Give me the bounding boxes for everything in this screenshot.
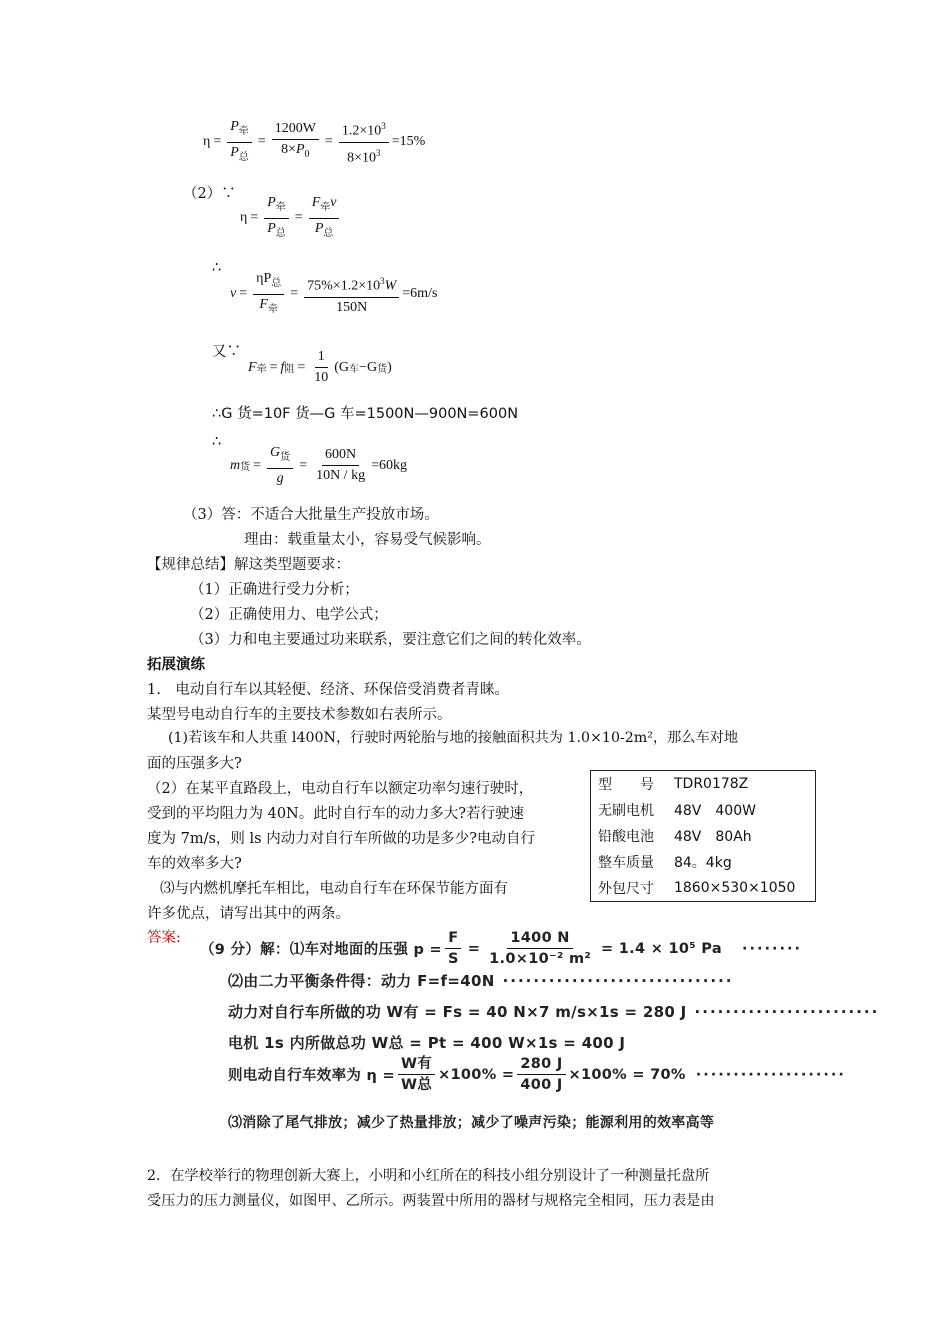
q2-line2: 受压力的压力测量仪，如图甲、乙所示。两装置中所用的器材与规格完全相同，压力表是由 (147, 1193, 715, 1209)
fraction-numeric: $\frac{1.2\times 10^3}{8\times 10^3}$ (339, 118, 389, 166)
q1-line2: 某型号电动自行车的主要技术参数如右表所示。 (147, 707, 452, 723)
summary-item-1: （1）正确进行受力分析； (190, 582, 359, 598)
answer-line-5: 则电动自行车效率为 η = $\frac{\text{W有}}{\text{W总}}$ ×100% = $\frac{280 J}{400 J}$ ×100% = 70% ···················· (228, 1056, 846, 1093)
q1-part1-line2: 面的压强多大? (147, 756, 242, 772)
mass-equation: m 货 = $\frac{G_货}{g}$ = $\frac{600N}{10N / kg}$ =60kg (230, 445, 407, 486)
therefore-symbol-2: ∴ (212, 434, 222, 450)
efficiency-result: =15% (391, 134, 426, 150)
table-row: 外包尺寸 1860×530×1050 (598, 880, 796, 897)
gravity-line: ∴G 货=10F 货—G 车=1500N—900N=600N (212, 406, 519, 422)
answer-line-2: ⑵由二力平衡条件得：动力 F=f=40N ······························ (228, 972, 734, 990)
fraction-p-ratio: $\frac{P_牵}{P_总}$ (227, 119, 252, 166)
part2-equation: η = $\frac{P_牵}{P_总}$ = $\frac{F_牵v}{P_总}$ (240, 195, 342, 242)
efficiency-equation: η = $\frac{P_牵}{P_总}$ = $\frac{1200W}{8\times P_0}$ = $\frac{1.2\times 10^3}{8\times 10^3}$ =15% (203, 118, 426, 166)
table-row: 整车质量 84。4kg (598, 855, 732, 871)
q1-part3-line1: ⑶与内燃机摩托车相比，电动自行车在环保节能方面有 (160, 881, 508, 897)
answer-line-3: 动力对自行车所做的功 W有 = Fs = 40 N×7 m/s×1s = 280 J ························ (228, 1003, 880, 1021)
fraction-power: $\frac{1200W}{8\times P_0}$ (272, 121, 319, 163)
answer3-line1: （3）答：不适合大批量生产投放市场。 (183, 507, 439, 523)
table-row: 无刷电机 48V 400W (598, 803, 756, 819)
force-equation: F 牵 = f 阻 = $\frac{1}{10}$ (G 车 −G 货 ) (248, 349, 392, 385)
answer-line-1: （9 分）解：⑴车对地面的压强 p = $\frac{F}{S}$ = $\frac{1400 N}{\text{1.0×10⁻² m²}}$ = 1.4 × 10⁵ Pa ········ (200, 930, 803, 967)
q1-part2-line2: 受到的平均阻力为 40N。此时自行车的动力多大?若行驶速 (147, 806, 525, 822)
q1-part2-line1: （2）在某平直路段上，电动自行车以额定功率匀速行驶时， (147, 781, 534, 797)
summary-item-3: （3）力和电主要通过功来联系，要注意它们之间的转化效率。 (190, 632, 591, 648)
part2-label: （2）∵ (183, 186, 236, 202)
therefore-symbol-1: ∴ (212, 260, 222, 276)
q1-part2-line4: 车的效率多大? (147, 856, 242, 872)
q2-line1: 2．在学校举行的物理创新大赛上，小明和小红所在的科技小组分别设计了一种测量托盘所 (147, 1168, 710, 1184)
velocity-equation: v = $\frac{\eta P_总}{F_牵}$ = $\frac{75\%\times 1.2\times 10^3W}{150N}$ =6m/s (230, 271, 438, 315)
q1-part1-line1: (1)若该车和人共重 l400N，行驶时两轮胎与地的接触面积共为 1.0×10-2m²，那么车对地 (168, 730, 739, 746)
q1-part3-line2: 许多优点，请写出其中的两条。 (147, 906, 350, 922)
summary-item-2: （2）正确使用力、电学公式； (190, 607, 388, 623)
answer-line-4: 电机 1s 内所做总功 W总 = Pt = 400 W×1s = 400 J (228, 1034, 626, 1052)
table-row: 型 号 TDR0178Z (598, 776, 749, 793)
spec-table (590, 770, 816, 902)
again-label: 又∵ (212, 344, 241, 360)
answer3-line2: 理由：载重量太小，容易受气候影响。 (244, 532, 491, 548)
answer-label: 答案: (147, 930, 181, 946)
answer-line-6: ⑶消除了尾气排放；减少了热量排放；减少了噪声污染；能源利用的效率高等 (228, 1115, 715, 1131)
eta-symbol: η (203, 134, 211, 150)
q1-part2-line3: 度为 7m/s，则 ls 内动力对自行车所做的功是多少?电动自行 (147, 831, 535, 847)
extension-heading: 拓展演练 (147, 656, 205, 673)
q1-line1: 1. 电动自行车以其轻便、经济、环保倍受消费者青睐。 (147, 682, 509, 698)
table-row: 铅酸电池 48V 80Ah (598, 829, 752, 845)
summary-title: 【规律总结】解这类型题要求： (147, 557, 350, 573)
